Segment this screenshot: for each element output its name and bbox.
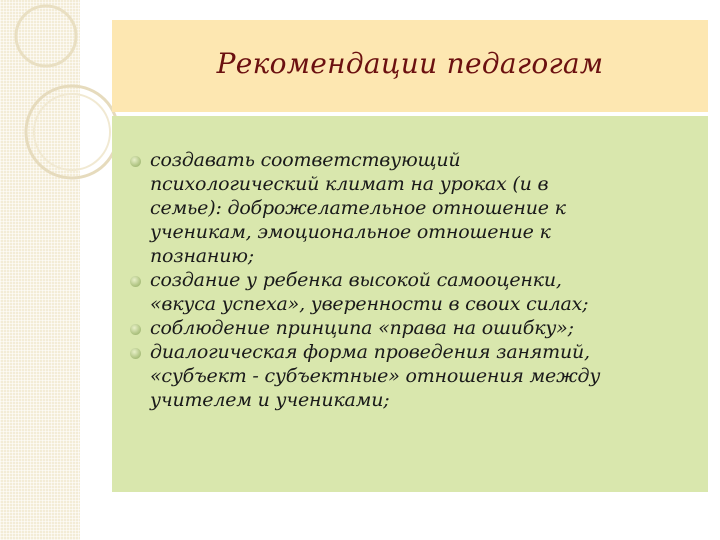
slide-title: Рекомендации педагогам — [216, 46, 604, 80]
bullet-line: учителем и учениками; — [150, 389, 390, 411]
bullet-item — [130, 268, 702, 316]
bullet-icon — [130, 276, 141, 287]
content-band — [112, 116, 708, 492]
bullet-line: психологический климат на уроках (и в — [150, 173, 549, 195]
bullet-icon — [130, 324, 141, 335]
title-band — [112, 20, 708, 112]
bullet-line: создание у ребенка высокой самооценки, — [150, 269, 562, 291]
bullet-line: «вкуса успеха», уверенности в своих силах; — [150, 293, 589, 315]
bullet-list — [130, 148, 702, 412]
bullet-line: соблюдение принципа «права на ошибку»; — [150, 317, 574, 339]
bullet-line: семье): доброжелательное отношение к — [150, 197, 566, 219]
bullet-line: познанию; — [150, 245, 254, 267]
bullet-line: создавать соответствующий — [150, 149, 461, 171]
bullet-item — [130, 148, 702, 268]
bullet-line: «субъект - субъектные» отношения между — [150, 365, 601, 387]
bullet-line: ученикам, эмоциональное отношение к — [150, 221, 551, 243]
bullet-item — [130, 340, 702, 412]
bullet-item — [130, 316, 702, 340]
decorative-circles — [0, 0, 120, 200]
bullet-icon — [130, 348, 141, 359]
bullet-line: диалогическая форма проведения занятий, — [150, 341, 590, 363]
bullet-icon — [130, 156, 141, 167]
